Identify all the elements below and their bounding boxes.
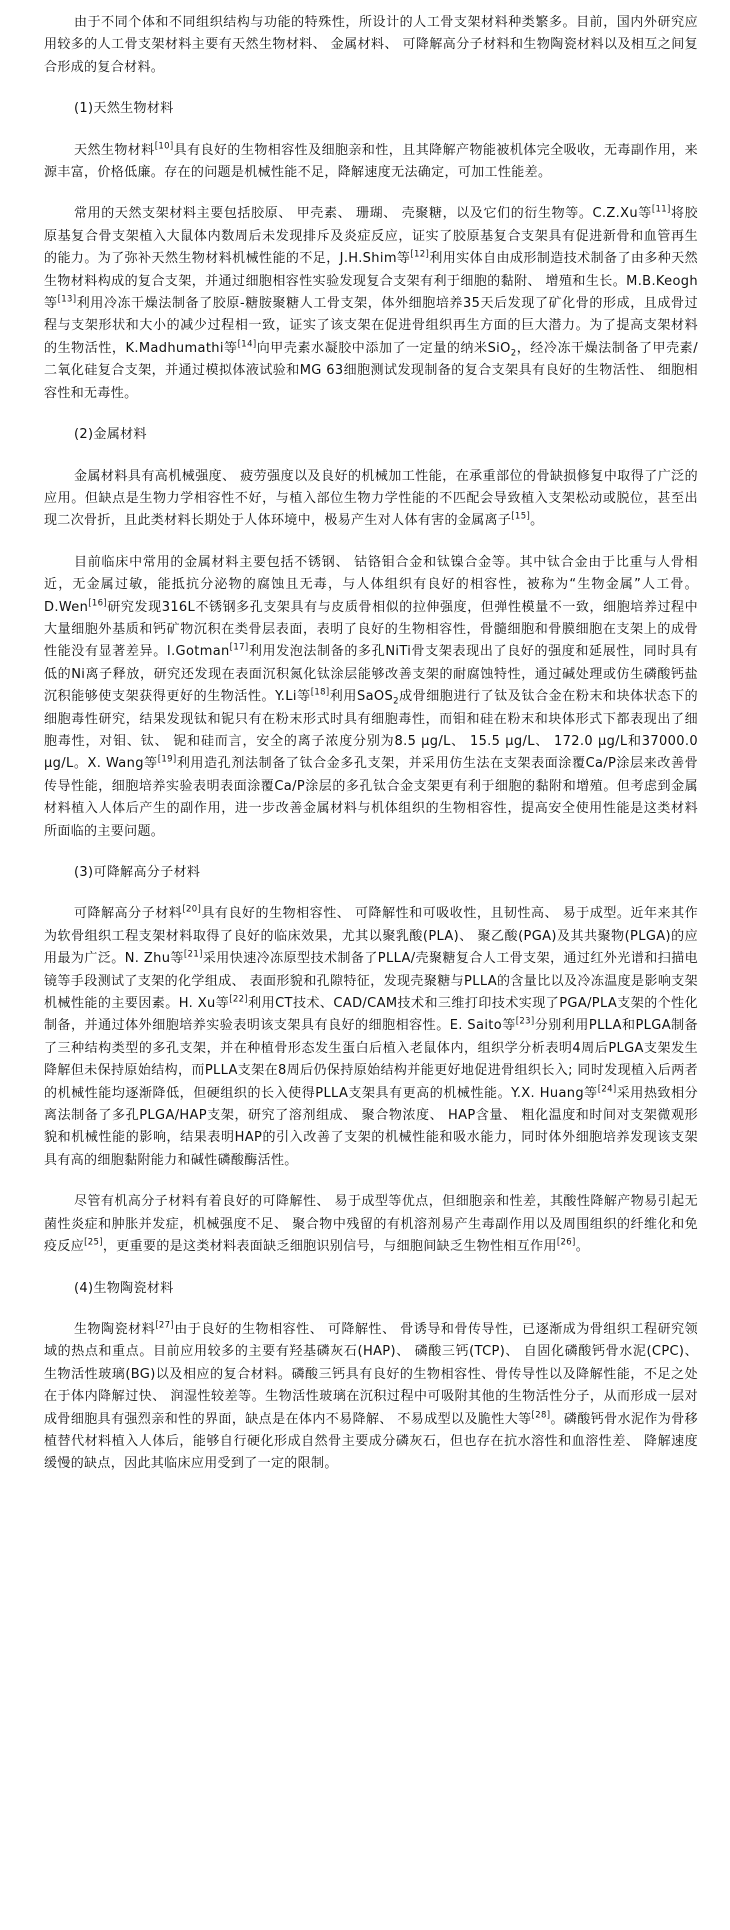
spacer [44, 1300, 698, 1319]
citation-ref: [14] [237, 339, 257, 350]
natural-paragraph-2: 常用的天然支架材料主要包括胶原、 甲壳素、 珊瑚、 壳聚糖，以及它们的衍生物等。C.Z.Xu等[11]将胶原基复合骨支架植入大鼠体内数周后未发现排斥及炎症反应，证实了胶原基复合支架具有促进新骨和血管再生的能力。为了弥补天然生物材料机械性能的不足，J.H.Shim等[12]利用实体自由成形制造技术制备了由多种天然生物材料构成的复合支架，并通过细胞相容性实验发现复合支架有利于细胞的黏附、 增殖和生长。M.B.Keogh等[13]利用冷冻干燥法制备了胶原-糖胺聚糖人工骨支架，体外细胞培养35天后发现了矿化骨的形成，且成骨过程与支架形状和大小的减少过程相一致，证实了该支架在促进骨组织再生方面的巨大潜力。为了提高支架材料的生物活性，K.Madhumathi等[14]向甲壳素水凝胶中添加了一定量的纳米SiO$_2$，经冷冻干燥法制备了甲壳素/二氧化硅复合支架，并通过模拟体液试验和MG 63细胞测试发现制备的复合支架具有良好的生物活性、 细胞相容性和无毒性。 [44, 205, 698, 401]
citation-ref: [28] [531, 1410, 551, 1421]
spacer [44, 1259, 698, 1278]
spacer [44, 884, 698, 903]
citation-ref: [18] [310, 687, 330, 698]
polymer-paragraph-1: 可降解高分子材料[20]具有良好的生物相容性、 可降解性和可吸收性，且韧性高、 易于成型。近年来其作为软骨组织工程支架材料取得了良好的临床效果，尤其以聚乳酸(PLA)、 聚乙酸(PGA)及其共聚物(PLGA)的应用最为广泛。N. Zhu等[21]采用快速冷冻原型技术制备了PLLA/壳聚糖复合人工骨支架，通过红外光谱和扫描电镜等手段测试了支架的化学组成、 表面形貌和孔隙特征，发现壳聚糖与PLLA的含量比以及冷冻温度是影响支架机械性能的主要因素。H. Xu等[22]利用CT技术、CAD/CAM技术和三维打印技术实现了PGA/PLA支架的个性化制备，并通过体外细胞培养实验表明该支架具有良好的细胞相容性。E. Saito等[23]分别利用PLLA和PLGA制备了三种结构类型的多孔支架，并在种植骨形态发生蛋白后植入老鼠体内，组织学分析表明4周后PLGA支架发生降解但未保持原始结构，而PLLA支架在8周后仍保持原始结构并能更好地促进骨组织长入; 同时发现植入后两者的机械性能均逐渐降低，但硬组织的长入使得PLLA支架具有更高的机械性能。Y.X. Huang等[24]采用热致相分离法制备了多孔PLGA/HAP支架，研究了溶剂组成、 聚合物浓度、 HAP含量、 粗化温度和时间对支架微观形貌和机械性能的影响，结果表明HAP的引入改善了支架的机械性能和吸水能力，同时体外细胞培养发现该支架具有高的细胞黏附能力和碱性磷酸酶活性。 [44, 905, 698, 1168]
subscript: 2 [393, 696, 399, 707]
spacer [44, 79, 698, 98]
metal-paragraph-2: 目前临床中常用的金属材料主要包括不锈钢、 钴铬钼合金和钛镍合金等。其中钛合金由于比重与人骨相近，无金属过敏，能抵抗分泌物的腐蚀且无毒，与人体组织有良好的相容性，被称为“生物金属”人工骨。D.Wen[16]研究发现316L不锈钢多孔支架具有与皮质骨相似的拉伸强度，但弹性模量不一致，细胞培养过程中大量细胞外基质和钙矿物沉积在类骨层表面，表明了良好的生物相容性，骨髓细胞和骨膜细胞在支架上的成骨性能没有显著差异。I.Gotman[17]利用发泡法制备的多孔NiTi骨支架表现出了良好的强度和延展性，同时具有低的Ni离子释放，研究还发现在表面沉积氮化钛涂层能够改善支架的耐腐蚀特性，通过碱处理或仿生磷酸钙盐沉积能够使支架获得更好的生物活性。Y.Li等[18]利用SaOS$_2$成骨细胞进行了钛及钛合金在粉末和块体状态下的细胞毒性研究，结果发现钛和铌只有在粉末形式时具有细胞毒性，而钼和硅在粉末和块体形式下都表现出了细胞毒性，对钼、钛、 铌和硅而言，安全的离子浓度分别为8.5 μg/L、 15.5 μg/L、 172.0 μg/L和37000.0 μg/L。X. Wang等[19]利用造孔剂法制备了钛合金多孔支架，并采用仿生法在支架表面涂覆Ca/P涂层来改善骨传导性能，细胞培养实验表明表面涂覆Ca/P涂层的多孔钛合金支架更有利于细胞的黏附和增殖。但考虑到金属材料植入人体后产生的副作用，进一步改善金属材料与机体组织的生物相容性，提高安全使用性能是这类材料所面临的主要问题。 [44, 554, 698, 839]
natural-paragraph-1: 天然生物材料[10]具有良好的生物相容性及细胞亲和性，且其降解产物能被机体完全吸收，无毒副作用，来源丰富，价格低廉。存在的问题是机械性能不足，降解速度无法确定，可加工性能差。 [44, 141, 698, 181]
citation-ref: [16] [88, 598, 108, 609]
spacer [44, 843, 698, 862]
spacer [44, 121, 698, 140]
citation-ref: [26] [556, 1237, 576, 1248]
citation-ref: [20] [182, 905, 202, 916]
section-heading-metal: (2)金属材料 [74, 427, 147, 443]
polymer-paragraph-2: 尽管有机高分子材料有着良好的可降解性、 易于成型等优点，但细胞亲和性差，其酸性降解产物易引起无菌性炎症和肿胀并发症，机械强度不足、 聚合物中残留的有机溶剂易产生毒副作用以及周围组织的纤维化和免疫反应[25]，更重要的是这类材料表面缺乏细胞识别信号，与细胞间缺乏生物性相互作用[26]。 [44, 1194, 698, 1255]
spacer [44, 184, 698, 203]
citation-ref: [27] [155, 1320, 175, 1331]
citation-ref: [23] [515, 1017, 535, 1028]
citation-ref: [24] [597, 1084, 617, 1095]
section-heading-polymer: (3)可降解高分子材料 [74, 865, 201, 880]
citation-ref: [11] [651, 205, 671, 216]
citation-ref: [10] [154, 141, 174, 152]
section-heading-natural: (1)天然生物材料 [74, 101, 174, 117]
citation-ref: [15] [511, 511, 531, 522]
ceramic-paragraph-1: 生物陶瓷材料[27]由于良好的生物相容性、 可降解性、 骨诱导和骨传导性，已逐渐成为骨组织工程研究领域的热点和重点。目前应用较多的主要有羟基磷灰石(HAP)、 磷酸三钙(TCP)、 自固化磷酸钙骨水泥(CPC)、 生物活性玻璃(BG)以及相应的复合材料。磷酸三钙具有良好的生物相容性、骨传导性以及降解性能，不足之处在于体内降解过快、 润湿性较差等。生物活性玻璃在沉积过程中可吸附其他的生物活性分子，从而形成一层对成骨细胞具有强烈亲和性的界面，缺点是在体内不易降解、 不易成型以及脆性大等[28]。磷酸钙骨水泥作为骨移植替代材料植入人体后，能够自行硬化形成自然骨主要成分磷灰石，但也存在抗水溶性和血溶性差、 降解速度缓慢的缺点，因此其临床应用受到了一定的限制。 [44, 1320, 698, 1472]
citation-ref: [19] [157, 755, 177, 766]
citation-ref: [25] [84, 1237, 103, 1248]
spacer [44, 405, 698, 424]
spacer [44, 447, 698, 466]
citation-ref: [13] [57, 294, 77, 305]
section-heading-ceramic: (4)生物陶瓷材料 [74, 1280, 174, 1296]
intro-paragraph: 由于不同个体和不同组织结构与功能的特殊性，所设计的人工骨支架材料种类繁多。目前，国内外研究应用较多的人工骨支架材料主要有天然生物材料、 金属材料、 可降解高分子材料和生物陶瓷材料以及相互之间复合形成的复合材料。 [44, 15, 698, 75]
citation-ref: [21] [183, 949, 203, 960]
subscript: 2 [510, 348, 517, 359]
citation-ref: [22] [229, 994, 249, 1005]
spacer [44, 533, 698, 552]
citation-ref: [12] [410, 249, 430, 260]
spacer [44, 1172, 698, 1191]
metal-paragraph-1: 金属材料具有高机械强度、 疲劳强度以及良好的机械加工性能，在承重部位的骨缺损修复中取得了广泛的应用。但缺点是生物力学相容性不好，与植入部位生物力学性能的不匹配会导致植入支架松动或脱位，甚至出现二次骨折，且此类材料长期处于人体环境中，极易产生对人体有害的金属离子[15]。 [44, 468, 698, 529]
citation-ref: [17] [229, 643, 249, 654]
